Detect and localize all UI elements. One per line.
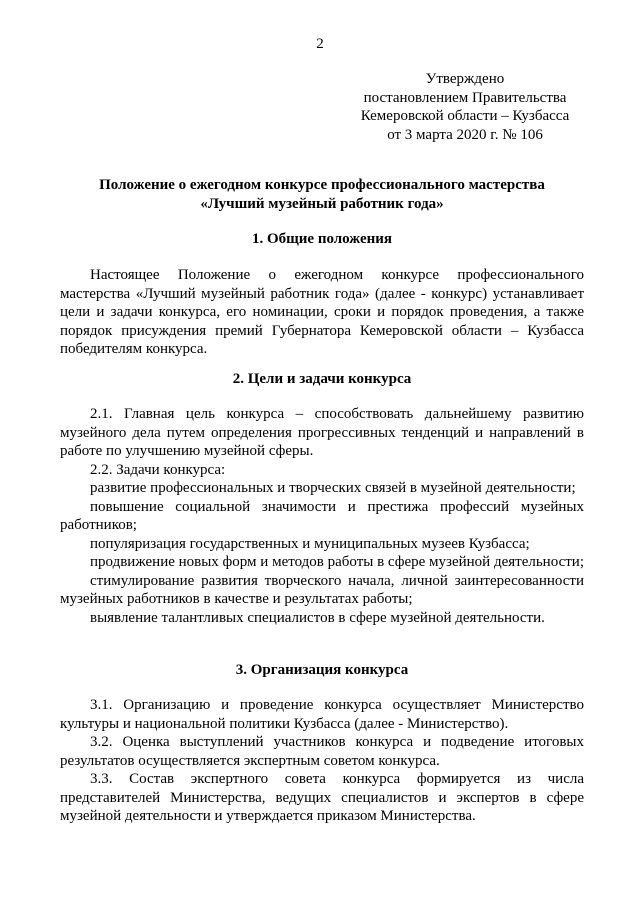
paragraph: 3.3. Состав экспертного совета конкурса формируется из числа представителей Министерства, ведущих специалистов и экспертов в сфере музейной деятельности и утверждается приказом Министерства. [60, 771, 584, 824]
paragraph: Настоящее Положение о ежегодном конкурсе профессионального мастерства «Лучший музейный работник года» (далее - конкурс) устанавливает цели и задачи конкурса, его номинации, сроки и порядок проведения, а также порядок присуждения премий Губернатора Кемеровской области – Кузбасса победителям конкурса. [60, 267, 584, 357]
list-item: продвижение новых форм и методов работы в сфере музейной деятельности; [90, 554, 584, 570]
list-item: повышение социальной значимости и престижа профессий музейных работников; [60, 498, 584, 533]
approval-line: от 3 марта 2020 г. № 106 [387, 126, 543, 143]
title-line: «Лучший музейный работник года» [200, 196, 444, 212]
paragraph: 2.1. Главная цель конкурса – способствовать дальнейшему развитию музейного дела путем определения прогрессивных тенденций и направлений в работе по улучшению музейной сферы. [60, 406, 584, 459]
section-heading: 3. Организация конкурса [235, 662, 409, 678]
approval-line: Кемеровской области – Кузбасса [360, 108, 570, 124]
section-body [60, 696, 584, 826]
list-item: выявление талантливых специалистов в сфере музейной деятельности. [90, 609, 545, 626]
paragraph: 3.2. Оценка выступлений участников конкурса и подведение итоговых результатов осуществляется экспертным советом конкурса. [60, 734, 584, 769]
section-heading: 2. Цели и задачи конкурса [232, 371, 412, 387]
approval-stamp [340, 70, 590, 144]
list-item: развитие профессиональных и творческих связей в музейной деятельности; [90, 480, 576, 496]
document-title [60, 176, 584, 214]
approval-line: постановлением Правительства [363, 89, 567, 106]
title-line: Положение о ежегодном конкурсе профессионального мастерства [99, 177, 545, 193]
section-heading: 1. Общие положения [251, 231, 393, 247]
page-number: 2 [316, 36, 324, 52]
approval-line: Утверждено [425, 71, 505, 87]
list-item: стимулирование развития творческого начала, личной заинтересованности музейных работников в качестве и результатах работы; [60, 572, 584, 607]
section-body [60, 405, 584, 627]
section-body [60, 266, 584, 359]
list-item: популяризация государственных и муниципальных музеев Кузбасса; [90, 535, 530, 552]
paragraph: 3.1. Организацию и проведение конкурса осуществляет Министерство культуры и национальной политики Кузбасса (далее - Министерство). [60, 697, 584, 732]
paragraph: 2.2. Задачи конкурса: [90, 461, 226, 478]
